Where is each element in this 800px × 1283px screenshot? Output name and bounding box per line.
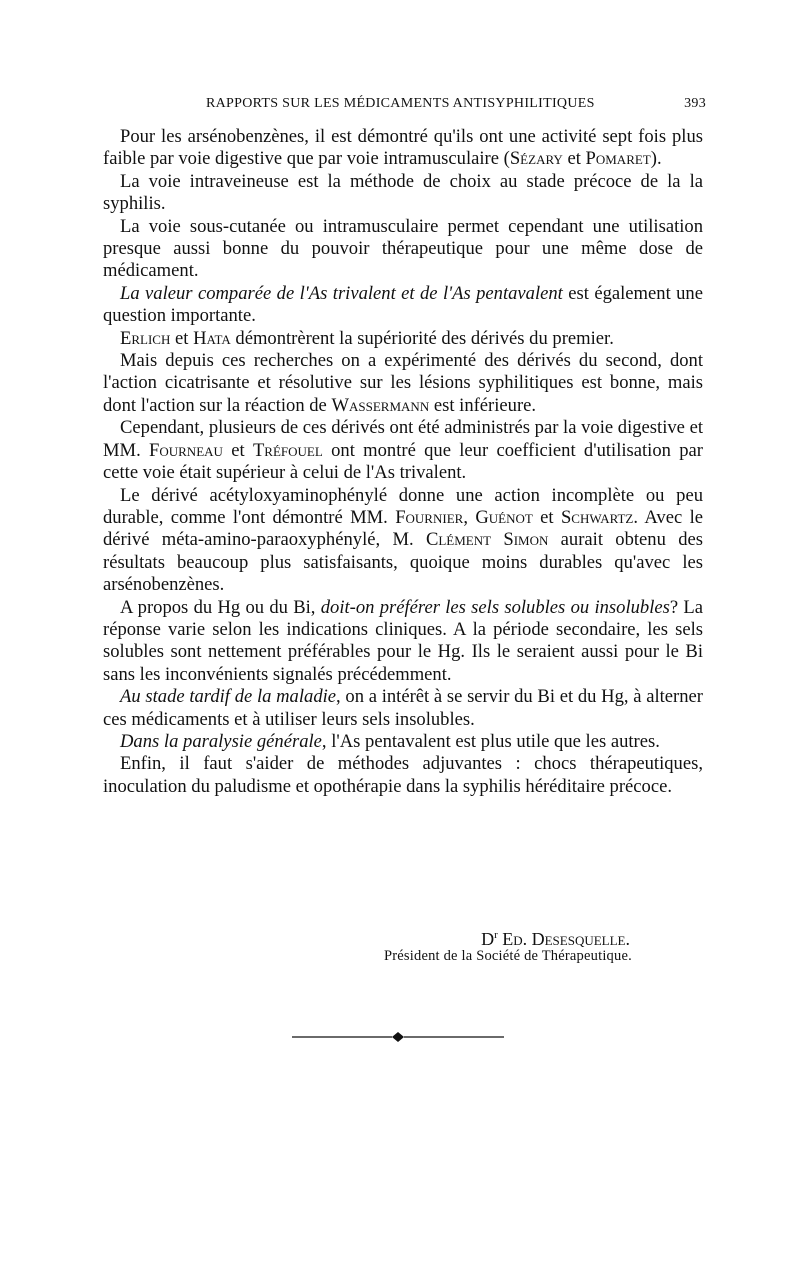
paragraph: A propos du Hg ou du Bi, doit-on préférer les sels solubles ou insolubles? La réponse varie selon les indications cliniques. A la période secondaire, les sels solubles sont nettement préférables pour le Hg. Ils le seraient aussi pour le Bi sans les inconvénients signalés précédemment. <box>103 596 704 685</box>
author-name: Hata <box>193 327 231 349</box>
paragraph: Enfin, il faut s'aider de méthodes adjuvantes : chocs thérapeutiques, inoculation du paludisme et opothérapie dans la syphilis héréditaire précoce. <box>103 753 703 797</box>
author-name: Schwartz <box>560 506 634 528</box>
signature-prefix: D <box>481 929 495 949</box>
italic-phrase: La valeur comparée de l'As trivalent et de l'As pentavalent <box>120 282 563 304</box>
paragraph: La valeur comparée de l'As trivalent et de l'As pentavalent est également une question importante. <box>103 282 703 327</box>
ornament-diamond <box>392 1032 404 1042</box>
page-number: 393 <box>684 96 706 111</box>
signature-title: Président de la Société de Thérapeutique. <box>384 948 632 964</box>
running-title: RAPPORTS SUR LES MÉDICAMENTS ANTISYPHILITIQUES <box>206 96 595 111</box>
paragraph: Pour les arsénobenzènes, il est démontré qu'ils ont une activité sept fois plus faible par voie digestive que par voie intramusculaire (Sézary et Pomaret). <box>103 126 703 170</box>
paragraph: La voie sous-cutanée ou intramusculaire permet cependant une utilisation presque aussi bonne du pouvoir thérapeutique pour une même dose de médicament. <box>103 215 703 282</box>
author-name: Sézary <box>509 148 563 170</box>
italic-phrase: Au stade tardif de la maladie <box>120 686 337 708</box>
author-name: Clément Simon <box>425 529 549 551</box>
author-name: Erlich <box>120 327 171 349</box>
paragraph: Le dérivé acétyloxyaminophénylé donne une action incomplète ou peu durable, comme l'ont démontré MM. Fournier, Guénot et Schwartz. Avec le dérivé méta-amino-paraoxyphénylé, M. Clément Simon aurait obtenu des résultats beaucoup plus satisfaisants, quoique moins durables qu'avec les arsénobenzènes. <box>103 484 703 596</box>
paragraph: Cependant, plusieurs de ces dérivés ont été administrés par la voie digestive et MM. Fourneau et Tréfouel ont montré que leur coefficient d'utilisation par cette voie était supérieur à celui de l'As trivalent. <box>103 417 703 484</box>
signature-prefix-superscript: r <box>494 929 498 941</box>
body-text <box>103 126 703 798</box>
ornament-divider <box>292 1032 504 1042</box>
paragraph: La voie intraveineuse est la méthode de choix au stade précoce de la la syphilis. <box>103 170 703 215</box>
paragraph: Erlich et Hata démontrèrent la supériorité des dérivés du premier. <box>120 327 614 349</box>
author-name: Tréfouel <box>252 439 323 461</box>
author-name: Fourneau <box>149 439 223 461</box>
signature-name: Ed. Desesquelle. <box>502 929 630 949</box>
page-header <box>206 96 706 114</box>
paragraph: Mais depuis ces recherches on a expérimenté des dérivés du second, dont l'action cicatrisante et résolutive sur les lésions syphilitiques est bonne, mais dont l'action sur la réaction de Wassermann est inférieure. <box>103 350 703 416</box>
author-name: Wassermann <box>331 394 430 416</box>
paragraph: Au stade tardif de la maladie, on a intérêt à se servir du Bi et du Hg, à alterner ces médicaments et à utiliser leurs sels insolubles. <box>103 686 703 730</box>
author-name: Guénot <box>475 506 533 528</box>
paragraph: Dans la paralysie générale, l'As pentavalent est plus utile que les autres. <box>120 730 660 752</box>
signature <box>481 924 630 950</box>
italic-phrase: doit-on préférer les sels solubles ou insolubles <box>320 596 670 618</box>
author-name: Pomaret <box>585 148 651 170</box>
author-name: Fournier <box>395 506 464 528</box>
italic-phrase: Dans la paralysie générale <box>120 730 322 752</box>
